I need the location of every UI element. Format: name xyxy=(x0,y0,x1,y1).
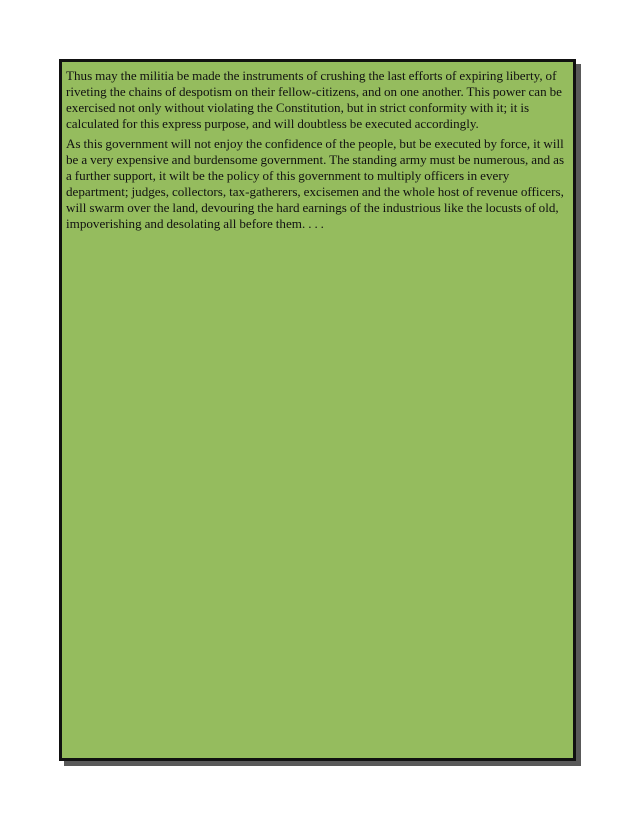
quote-text xyxy=(62,62,572,232)
paragraph-1: Thus may the militia be made the instruments of crushing the last efforts of expiring liberty, of riveting the chains of despotism on their fellow-citizens, and on one another. This power can be exercised not only without violating the Constitution, but in strict conformity with it; it is calculated for this express purpose, and will doubtless be executed accordingly. xyxy=(66,68,562,131)
paragraph-2: As this government will not enjoy the confidence of the people, but be executed by force, it will be a very expensive and burdensome government. The standing army must be numerous, and as a further support, it wilt be the policy of this government to multiply officers in every department; judges, collectors, tax-gatherers, excisemen and the whole host of revenue officers, will swarm over the land, devouring the hard earnings of the industrious like the locusts of old, impoverishing and desolating all before them. . . . xyxy=(66,136,565,231)
quote-box xyxy=(59,59,576,761)
